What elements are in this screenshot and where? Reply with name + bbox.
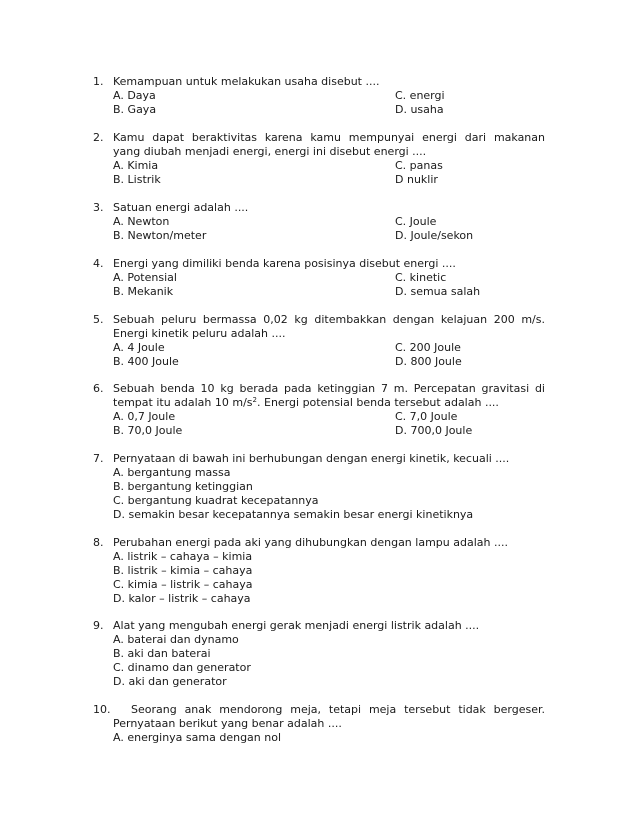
question-number: 8.	[93, 536, 104, 549]
question-10	[93, 703, 545, 745]
question-number: 5.	[93, 313, 104, 326]
option-b: B. 400 Joule	[113, 355, 179, 368]
option-d: D. semakin besar kecepatannya semakin besar energi kinetiknya	[113, 508, 474, 521]
option-b: B. Newton/meter	[113, 229, 207, 242]
question-2	[93, 131, 545, 187]
question-9	[93, 619, 545, 689]
option-a: A. 0,7 Joule	[113, 410, 176, 423]
option-c: C. kinetic	[395, 271, 447, 284]
option-c: C. bergantung kuadrat kecepatannya	[113, 494, 319, 507]
question-4	[93, 257, 545, 299]
superscript: 2	[252, 396, 258, 404]
question-text: Sebuah peluru bermassa 0,02 kg ditembakkan dengan kelajuan 200 m/s.	[113, 313, 545, 326]
option-a: A. listrik – cahaya – kimia	[113, 550, 253, 563]
option-c: C. panas	[395, 159, 443, 172]
option-c: C. Joule	[395, 215, 437, 228]
question-text: Pernyataan di bawah ini berhubungan dengan energi kinetik, kecuali ....	[113, 452, 510, 465]
option-d: D. aki dan generator	[113, 675, 227, 688]
option-c: C. energi	[395, 89, 445, 102]
question-number: 1.	[93, 75, 104, 88]
question-text-cont: Energi kinetik peluru adalah ....	[113, 327, 286, 340]
option-c: C. kimia – listrik – cahaya	[113, 578, 253, 591]
question-number: 4.	[93, 257, 104, 270]
option-a: A. Kimia	[113, 159, 159, 172]
question-number: 3.	[93, 201, 104, 214]
question-text-cont: Pernyataan berikut yang benar adalah ....	[113, 717, 342, 730]
question-text: Seorang anak mendorong meja, tetapi meja tersebut tidak bergeser.	[131, 703, 545, 716]
option-d: D. usaha	[395, 103, 444, 116]
option-d: D. Joule/sekon	[395, 229, 474, 242]
option-d: D. 700,0 Joule	[395, 424, 473, 437]
option-b: B. Listrik	[113, 173, 161, 186]
option-b: B. aki dan baterai	[113, 647, 211, 660]
option-a: A. baterai dan dynamo	[113, 633, 239, 646]
question-number: 2.	[93, 131, 104, 144]
question-text: Energi yang dimiliki benda karena posisinya disebut energi ....	[113, 257, 456, 270]
question-number: 10.	[93, 703, 111, 716]
option-a: A. Daya	[113, 89, 156, 102]
question-number: 6.	[93, 382, 104, 395]
option-a: A. bergantung massa	[113, 466, 231, 479]
option-d: D. 800 Joule	[395, 355, 462, 368]
option-d: D. semua salah	[395, 285, 481, 298]
option-b: B. Mekanik	[113, 285, 174, 298]
option-b: B. listrik – kimia – cahaya	[113, 564, 253, 577]
question-text-cont: tempat itu adalah 10 $m/s^2$. Energi potensial benda tersebut adalah ....	[113, 396, 499, 409]
question-7	[93, 452, 545, 522]
option-a: A. Newton	[113, 215, 170, 228]
option-c: C. 7,0 Joule	[395, 410, 458, 423]
question-6	[93, 382, 545, 438]
question-text: Perubahan energi pada aki yang dihubungkan dengan lampu adalah ....	[113, 536, 508, 549]
option-b: B. bergantung ketinggian	[113, 480, 253, 493]
question-number: 9.	[93, 619, 104, 632]
option-d: D. kalor – listrik – cahaya	[113, 592, 251, 605]
option-a: A. 4 Joule	[113, 341, 165, 354]
option-a: A. Potensial	[113, 271, 177, 284]
option-a: A. energinya sama dengan nol	[113, 731, 282, 744]
question-number: 7.	[93, 452, 104, 465]
question-8	[93, 536, 545, 606]
question-3	[93, 201, 545, 243]
question-text-cont: yang diubah menjadi energi, energi ini disebut energi ....	[113, 145, 427, 158]
question-text: Satuan energi adalah ....	[113, 201, 249, 214]
question-text: Kamu dapat beraktivitas karena kamu mempunyai energi dari makanan	[113, 131, 545, 144]
question-text: Kemampuan untuk melakukan usaha disebut ....	[113, 75, 380, 88]
question-5	[93, 313, 545, 369]
option-b: B. 70,0 Joule	[113, 424, 183, 437]
option-c: C. 200 Joule	[395, 341, 461, 354]
question-text: Alat yang mengubah energi gerak menjadi energi listrik adalah ....	[113, 619, 480, 632]
option-b: B. Gaya	[113, 103, 157, 116]
option-c: C. dinamo dan generator	[113, 661, 251, 674]
question-1	[93, 75, 545, 117]
option-d: D nuklir	[395, 173, 438, 186]
question-text: Sebuah benda 10 kg berada pada ketinggian 7 m. Percepatan gravitasi di	[113, 382, 545, 395]
